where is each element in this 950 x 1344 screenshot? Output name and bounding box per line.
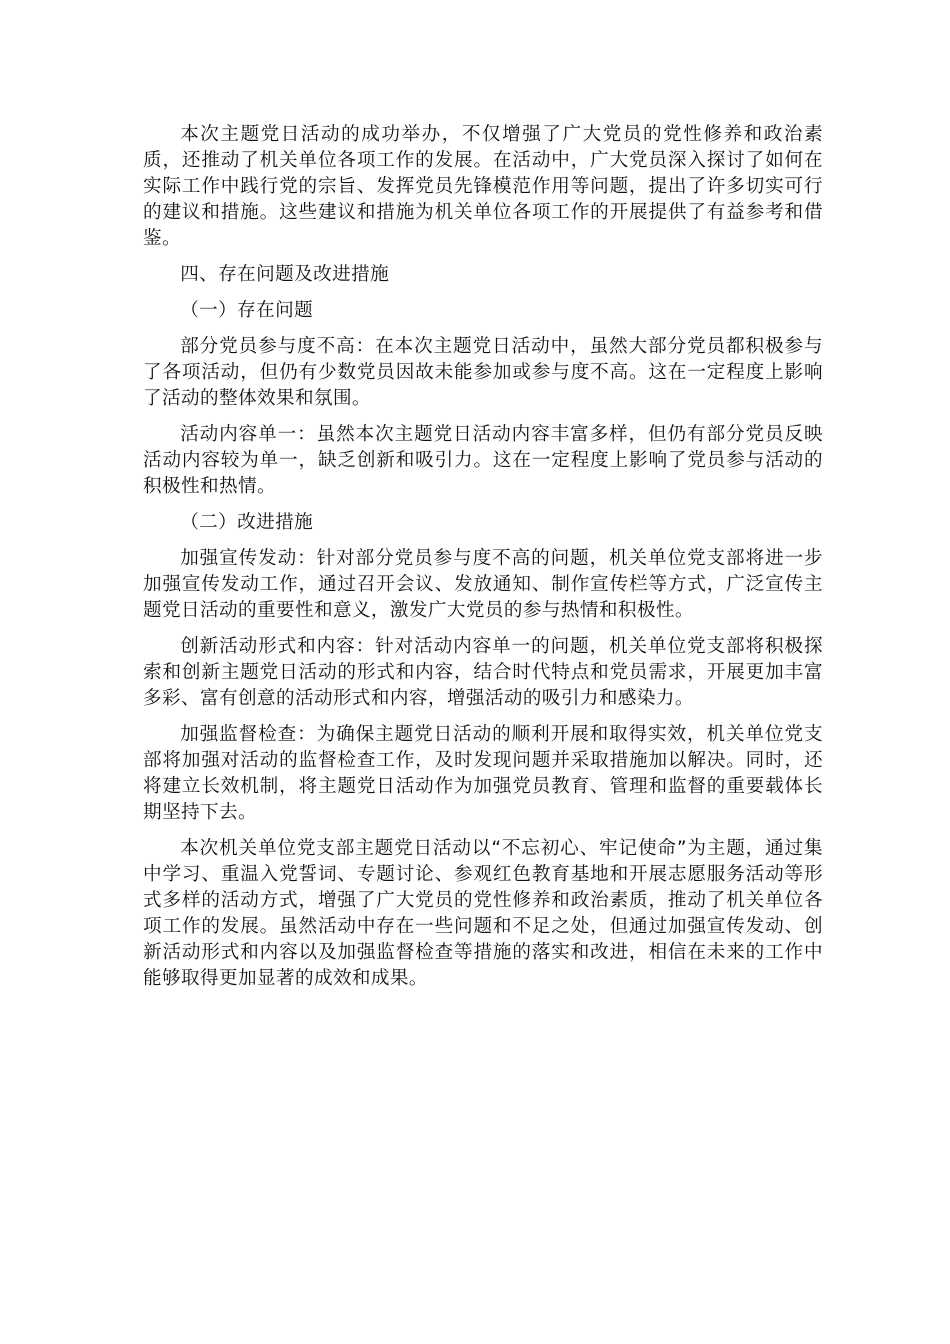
paragraph-strengthen-publicity: 加强宣传发动：针对部分党员参与度不高的问题，机关单位党支部将进一步加强宣传发动工作，通过召开会议、发放通知、制作宣传栏等方式，广泛宣传主题党日活动的重要性和意义，激发广大党员的参与热情和积极性。 bbox=[143, 548, 823, 621]
subheading-improvement-measures: （二）改进措施 bbox=[180, 512, 314, 533]
paragraph-single-content: 活动内容单一：虽然本次主题党日活动内容丰富多样，但仍有部分党员反映活动内容较为单一，缺乏创新和吸引力。这在一定程度上影响了党员参与活动的积极性和热情。 bbox=[143, 424, 823, 497]
paragraph-innovate-activities: 创新活动形式和内容：针对活动内容单一的问题，机关单位党支部将积极探索和创新主题党日活动的形式和内容，结合时代特点和党员需求，开展更加丰富多彩、富有创意的活动形式和内容，增强活动的吸引力和感染力。 bbox=[143, 636, 823, 709]
paragraph-strengthen-supervision: 加强监督检查：为确保主题党日活动的顺利开展和取得实效，机关单位党支部将加强对活动的监督检查工作，及时发现问题并采取措施加以解决。同时，还将建立长效机制，将主题党日活动作为加强党员教育、管理和监督的重要载体长期坚持下去。 bbox=[143, 724, 823, 823]
subheading-existing-problems: （一）存在问题 bbox=[180, 300, 314, 321]
document-body bbox=[143, 122, 823, 1002]
paragraph-low-participation: 部分党员参与度不高：在本次主题党日活动中，虽然大部分党员都积极参与了各项活动，但仍有少数党员因故未能参加或参与度不高。这在一定程度上影响了活动的整体效果和氛围。 bbox=[143, 336, 823, 409]
paragraph-conclusion: 本次机关单位党支部主题党日活动以“不忘初心、牢记使命”为主题，通过集中学习、重温入党誓词、专题讨论、参观红色教育基地和开展志愿服务活动等形式多样的活动方式，增强了广大党员的党性修养和政治素质，推动了机关单位各项工作的发展。虽然活动中存在一些问题和不足之处，但通过加强宣传发动、创新活动形式和内容以及加强监督检查等措施的落实和改进，相信在未来的工作中能够取得更加显著的成效和成果。 bbox=[143, 838, 823, 989]
section-heading-problems-and-measures: 四、存在问题及改进措施 bbox=[180, 264, 390, 285]
paragraph-summary-outcome: 本次主题党日活动的成功举办，不仅增强了广大党员的党性修养和政治素质，还推动了机关单位各项工作的发展。在活动中，广大党员深入探讨了如何在实际工作中践行党的宗旨、发挥党员先锋模范作用等问题，提出了许多切实可行的建议和措施。这些建议和措施为机关单位各项工作的开展提供了有益参考和借鉴。 bbox=[143, 124, 823, 249]
